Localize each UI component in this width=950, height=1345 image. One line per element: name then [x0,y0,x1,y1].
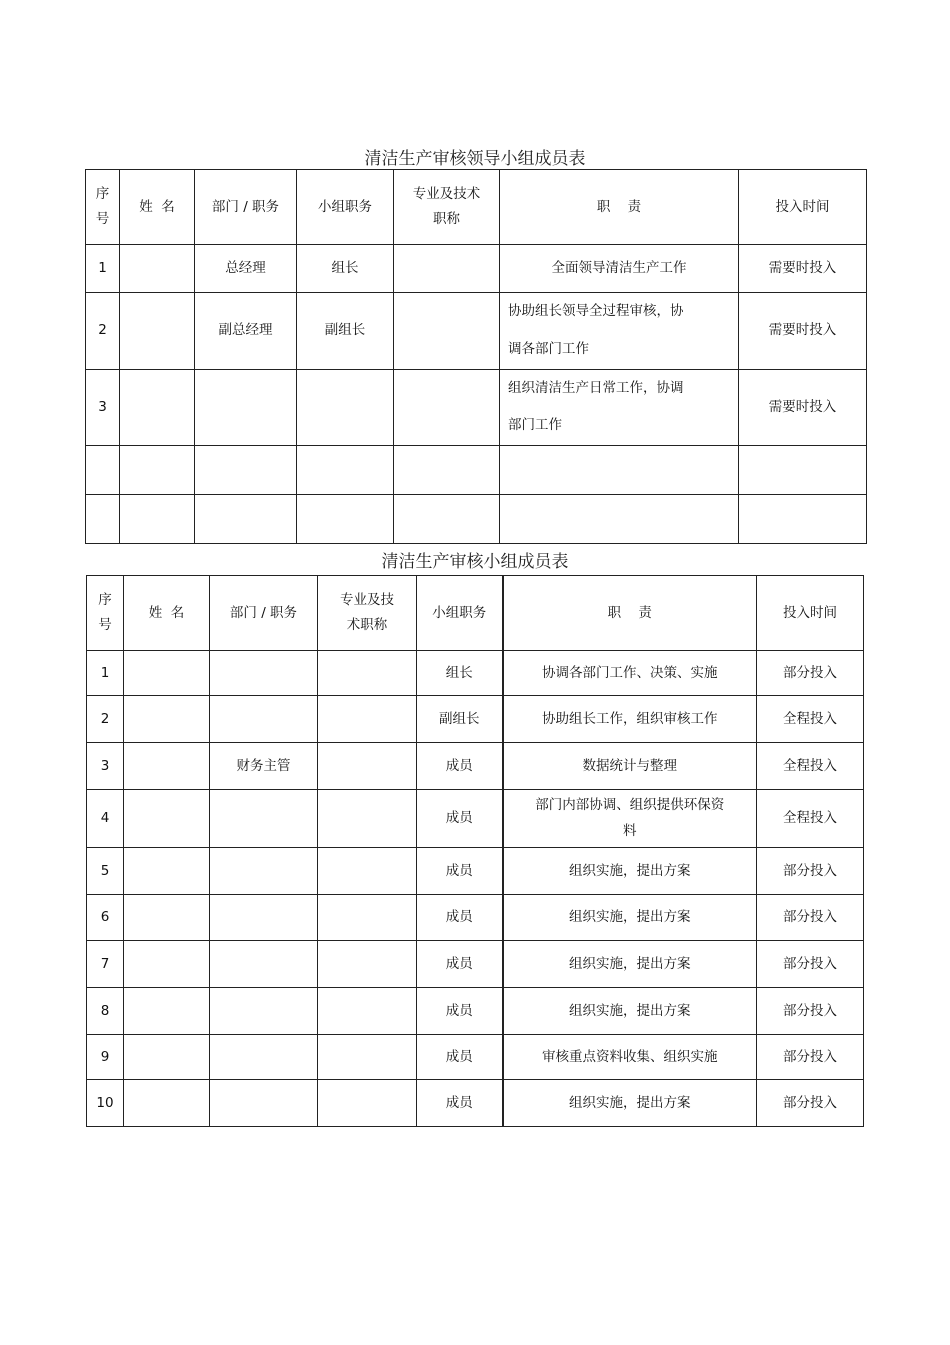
row-dept [210,696,318,743]
row-seq [86,446,120,495]
table-row [86,369,867,446]
row-tech-title [394,495,500,544]
row-tech-title [394,245,500,293]
table-row [87,988,864,1035]
row-dept [210,988,318,1035]
row-time: 需要时投入 [739,245,867,293]
table-row [87,790,864,848]
row-seq: 2 [86,293,120,370]
row-duty: 组织清洁生产日常工作，协调 部门工作 [500,369,739,446]
row-name [120,446,195,495]
row-name [120,495,195,544]
header-tech-title: 专业及技术 职称 [394,170,500,245]
header-time: 投入时间 [757,576,864,651]
row-group-role: 成员 [417,988,503,1035]
row-tech-title [394,446,500,495]
row-group-role: 成员 [417,895,503,941]
row-duty [500,495,739,544]
row-seq: 5 [87,848,124,895]
row-name [124,988,210,1035]
row-dept [210,848,318,895]
row-group-role: 成员 [417,848,503,895]
row-tech-title [318,1035,417,1080]
row-time: 全程投入 [757,743,864,790]
table-row [86,495,867,544]
table-row [87,895,864,941]
table-row [87,696,864,743]
row-time: 部分投入 [757,1080,864,1127]
row-dept [210,895,318,941]
row-name [120,293,195,370]
table-row [87,1080,864,1127]
row-tech-title [318,895,417,941]
audit-team-table [86,575,864,1127]
table-row [87,1035,864,1080]
row-seq: 8 [87,988,124,1035]
header-seq: 序 号 [86,170,120,245]
row-tech-title [318,790,417,848]
row-name [124,1080,210,1127]
row-time: 需要时投入 [739,369,867,446]
row-group-role: 成员 [417,941,503,988]
row-duty: 部门内部协调、组织提供环保资 料 [503,790,757,848]
row-tech-title [318,988,417,1035]
row-time [739,446,867,495]
row-duty: 组织实施，提出方案 [503,941,757,988]
row-tech-title [318,696,417,743]
row-name [120,245,195,293]
row-dept: 财务主管 [210,743,318,790]
row-seq: 2 [87,696,124,743]
row-tech-title [318,1080,417,1127]
row-name [124,848,210,895]
row-time: 全程投入 [757,790,864,848]
row-dept [210,941,318,988]
row-name [124,696,210,743]
row-seq: 10 [87,1080,124,1127]
row-name [120,369,195,446]
row-tech-title [318,743,417,790]
row-group-role: 副组长 [297,293,394,370]
table-row [86,245,867,293]
row-time: 需要时投入 [739,293,867,370]
table-header-row [87,576,864,651]
row-name [124,941,210,988]
row-time: 部分投入 [757,941,864,988]
row-name [124,743,210,790]
row-duty: 协调各部门工作、决策、实施 [503,651,757,696]
row-seq [86,495,120,544]
table-row [87,848,864,895]
row-tech-title [394,369,500,446]
audit-team-table-title: 清洁生产审核小组成员表 [381,552,569,572]
row-dept [210,651,318,696]
header-name: 姓 名 [120,170,195,245]
row-name [124,1035,210,1080]
row-duty: 数据统计与整理 [503,743,757,790]
row-name [124,895,210,941]
row-duty: 组织实施，提出方案 [503,988,757,1035]
header-time: 投入时间 [739,170,867,245]
row-dept [210,1080,318,1127]
row-duty: 组织实施，提出方案 [503,848,757,895]
row-dept: 总经理 [195,245,297,293]
row-group-role: 成员 [417,1035,503,1080]
row-group-role: 成员 [417,743,503,790]
row-dept [195,369,297,446]
row-dept [210,790,318,848]
leadership-group-table [85,169,867,544]
row-duty: 协助组长领导全过程审核，协 调各部门工作 [500,293,739,370]
row-duty: 组织实施，提出方案 [503,1080,757,1127]
row-tech-title [318,848,417,895]
row-time: 部分投入 [757,895,864,941]
row-duty: 组织实施，提出方案 [503,895,757,941]
row-group-role [297,495,394,544]
header-dept: 部门 / 职务 [210,576,318,651]
row-dept [195,495,297,544]
row-seq: 6 [87,895,124,941]
row-seq: 1 [87,651,124,696]
row-seq: 4 [87,790,124,848]
row-seq: 7 [87,941,124,988]
row-duty: 全面领导清洁生产工作 [500,245,739,293]
row-tech-title [394,293,500,370]
row-tech-title [318,651,417,696]
table-row [87,651,864,696]
header-group-role: 小组职务 [297,170,394,245]
header-group-role: 小组职务 [417,576,503,651]
row-group-role: 成员 [417,790,503,848]
row-group-role [297,369,394,446]
row-time: 全程投入 [757,696,864,743]
table-row [87,743,864,790]
row-seq: 1 [86,245,120,293]
table-row [86,446,867,495]
table-row [86,293,867,370]
table-row [87,941,864,988]
row-name [124,651,210,696]
row-seq: 3 [87,743,124,790]
row-dept: 副总经理 [195,293,297,370]
header-name: 姓 名 [124,576,210,651]
row-time: 部分投入 [757,1035,864,1080]
row-duty: 审核重点资料收集、组织实施 [503,1035,757,1080]
row-name [124,790,210,848]
row-group-role: 副组长 [417,696,503,743]
leadership-table-title: 清洁生产审核领导小组成员表 [364,149,586,169]
row-time [739,495,867,544]
row-duty [500,446,739,495]
row-group-role: 成员 [417,1080,503,1127]
header-dept: 部门 / 职务 [195,170,297,245]
row-duty: 协助组长工作，组织审核工作 [503,696,757,743]
row-dept [210,1035,318,1080]
row-time: 部分投入 [757,651,864,696]
header-duty: 职 责 [500,170,739,245]
row-seq: 9 [87,1035,124,1080]
row-group-role [297,446,394,495]
row-time: 部分投入 [757,988,864,1035]
row-tech-title [318,941,417,988]
row-time: 部分投入 [757,848,864,895]
header-tech-title: 专业及技 术职称 [318,576,417,651]
row-group-role: 组长 [297,245,394,293]
header-seq: 序 号 [87,576,124,651]
row-seq: 3 [86,369,120,446]
row-dept [195,446,297,495]
table-header-row [86,170,867,245]
row-group-role: 组长 [417,651,503,696]
header-duty: 职 责 [503,576,757,651]
